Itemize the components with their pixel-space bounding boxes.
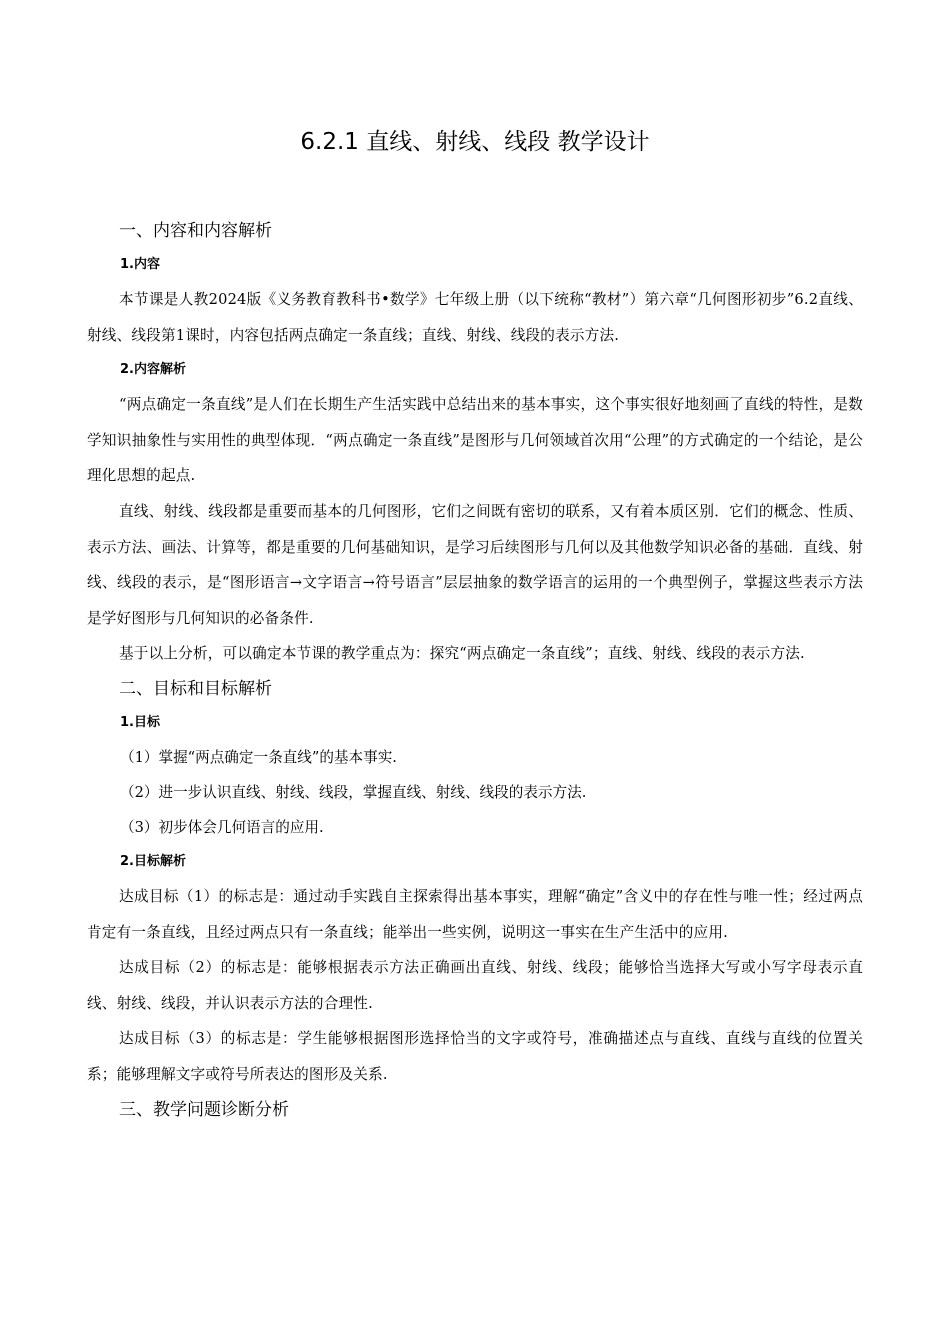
goal-item-2: （2）进一步认识直线、射线、线段，掌握直线、射线、线段的表示方法. (120, 783, 587, 801)
paragraph-goal-analysis-2: 达成目标（2）的标志是：能够根据表示方法正确画出直线、射线、线段；能够恰当选择大写或小写字母表示直线、射线、线段，并认识表示方法的合理性. (87, 959, 863, 1012)
paragraph-analysis-3: 基于以上分析，可以确定本节课的教学重点为：探究“两点确定一条直线”；直线、射线、线段的表示方法. (119, 645, 805, 663)
section-heading-goals: 二、目标和目标解析 (119, 678, 272, 699)
subsection-heading-goals: 1.目标 (120, 714, 160, 730)
subsection-heading-goal-analysis: 2.目标解析 (120, 853, 186, 869)
paragraph-content: 本节课是人教2024版《义务教育教科书•数学》七年级上册（以下统称“教材”）第六章“几何图形初步”6.2直线、射线、线段第1课时，内容包括两点确定一条直线；直线、射线、线段的表示方法. (87, 291, 863, 344)
section-heading-diagnosis: 三、教学问题诊断分析 (119, 1099, 289, 1120)
paragraph-goal-analysis-1: 达成目标（1）的标志是：通过动手实践自主探索得出基本事实，理解“确定”含义中的存在性与唯一性；经过两点肯定有一条直线，且经过两点只有一条直线；能举出一些实例，说明这一事实在生产生活中的应用. (87, 887, 863, 941)
goal-item-1: （1）掌握“两点确定一条直线”的基本事实. (120, 748, 397, 766)
paragraph-analysis-2: 直线、射线、线段都是重要而基本的几何图形，它们之间既有密切的联系，又有着本质区别．它们的概念、性质、表示方法、画法、计算等，都是重要的几何基础知识，是学习后续图形与几何以及其他数学知识必备的基础．直线、射线、线段的表示，是“图形语言→文字语言→符号语言”层层抽象的数学语言的运用的一个典型例子，掌握这些表示方法是学好图形与几何知识的必备条件. (87, 502, 863, 627)
subsection-heading-content-analysis: 2.内容解析 (120, 362, 186, 378)
paragraph-analysis-1: “两点确定一条直线”是人们在长期生产生活实践中总结出来的基本事实，这个事实很好地刻画了直线的特性，是数学知识抽象性与实用性的典型体现．“两点确定一条直线”是图形与几何领域首次用“公理”的方式确定的一个结论，是公理化思想的起点. (87, 396, 863, 485)
section-heading-content: 一、内容和内容解析 (119, 221, 272, 241)
goal-item-3: （3）初步体会几何语言的应用. (120, 818, 324, 836)
paragraph-goal-analysis-3: 达成目标（3）的标志是：学生能够根据图形选择恰当的文字或符号，准确描述点与直线、直线与直线的位置关系；能够理解文字或符号所表达的图形及关系. (87, 1030, 863, 1083)
subsection-heading-content: 1.内容 (120, 257, 160, 272)
document-title: 6.2.1 直线、射线、线段 教学设计 (300, 129, 650, 155)
document-body (87, 214, 863, 1127)
